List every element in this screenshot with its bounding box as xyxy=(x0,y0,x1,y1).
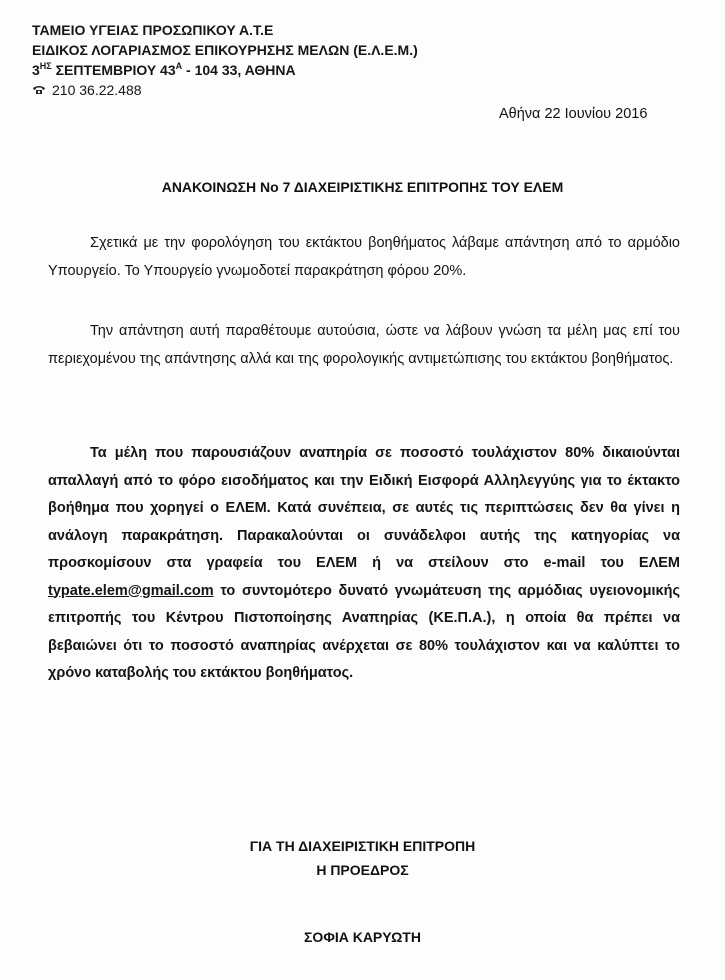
letterhead-address xyxy=(32,60,418,80)
paragraph-2-text: Την απάντηση αυτή παραθέτουμε αυτούσια, ώστε να λάβουν γνώση τα μέλη μας επί του περιεχομένου της απάντησης αλλά και της φορολογικής αντιμετώπισης του εκτάκτου βοηθήματος. xyxy=(48,323,680,367)
paragraph-3 xyxy=(48,440,680,688)
paragraph-3-text xyxy=(48,440,680,688)
paragraph-3-before-email: Τα μέλη που παρουσιάζουν αναπηρία σε ποσοστό τουλάχιστον 80% δικαιούνται απαλλαγή από το φόρο εισοδήματος και την Ειδική Εισφορά Αλληλεγγύης για το έκτακτο βοήθημα που χορηγεί ο ΕΛΕΜ. Κατά συνέπεια, σε αυτές τις περιπτώσεις δεν θα γίνει η ανάλογη παρακράτηση. Παρακαλούνται οι συνάδελφοι αυτής της κατηγορίας να προσκομίσουν στα γραφεία του ΕΛΕΜ ή να στείλουν στο e-mail του ΕΛΕΜ xyxy=(48,445,680,571)
letterhead-account-name: ΕΙΔΙΚΟΣ ΛΟΓΑΡΙΑΣΜΟΣ ΕΠΙΚΟΥΡΗΣΗΣ ΜΕΛΩΝ (Ε.Λ.Ε.Μ.) xyxy=(32,42,418,58)
document-date: Αθήνα 22 Ιουνίου 2016 xyxy=(499,106,648,122)
letterhead-phone xyxy=(32,80,418,100)
signature-role: Η ΠΡΟΕΔΡΟΣ xyxy=(316,862,409,878)
address-street: ΣΕΠΤΕΜΒΡΙΟΥ 43 xyxy=(51,62,176,78)
signature-block xyxy=(0,834,725,882)
address-letter-suffix: Α xyxy=(175,61,183,71)
paragraph-3-after-email: το συντομότερο δυνατό γνωμάτευση της αρμόδιας υγειονομικής επιτροπής του Κέντρου Πιστοποίησης Αναπηρίας (ΚΕ.Π.Α.), η οποία θα πρέπει να βεβαιώνει ότι το ποσοστό αναπηρίας ανέρχεται σε 80% τουλάχιστον και να καλύπτει το χρόνο καταβολής του εκτάκτου βοηθήματος. xyxy=(48,582,680,681)
signatory-name: ΣΟΦΙΑ ΚΑΡΥΩΤΗ xyxy=(304,929,421,945)
paragraph-2 xyxy=(48,318,680,373)
announcement-title: ΑΝΑΚΟΙΝΩΣΗ Νο 7 ΔΙΑΧΕΙΡΙΣΤΙΚΗΣ ΕΠΙΤΡΟΠΗΣ ΤΟΥ ΕΛΕΜ xyxy=(161,179,564,195)
letterhead xyxy=(32,20,418,100)
paragraph-1 xyxy=(48,230,680,285)
address-ordinal-suffix: ΗΣ xyxy=(39,61,52,71)
paragraph-1-text: Σχετικά με την φορολόγηση του εκτάκτου βοηθήματος λάβαμε απάντηση από το αρμόδιο Υπουργείο. Το Υπουργείο γνωμοδοτεί παρακράτηση φόρου 20%. xyxy=(48,235,680,279)
address-number: 3 xyxy=(32,62,40,78)
signature-committee: ΓΙΑ ΤΗ ΔΙΑΧΕΙΡΙΣΤΙΚΗ ΕΠΙΤΡΟΠΗ xyxy=(249,838,476,854)
telephone-icon xyxy=(32,85,46,95)
address-city: - 104 33, ΑΘΗΝΑ xyxy=(182,62,296,78)
letterhead-fund-name: ΤΑΜΕΙΟ ΥΓΕΙΑΣ ΠΡΟΣΩΠΙΚΟΥ Α.Τ.Ε xyxy=(32,22,274,38)
phone-number: 210 36.22.488 xyxy=(52,82,142,98)
elem-email-link[interactable]: typate.elem@gmail.com xyxy=(48,582,214,599)
